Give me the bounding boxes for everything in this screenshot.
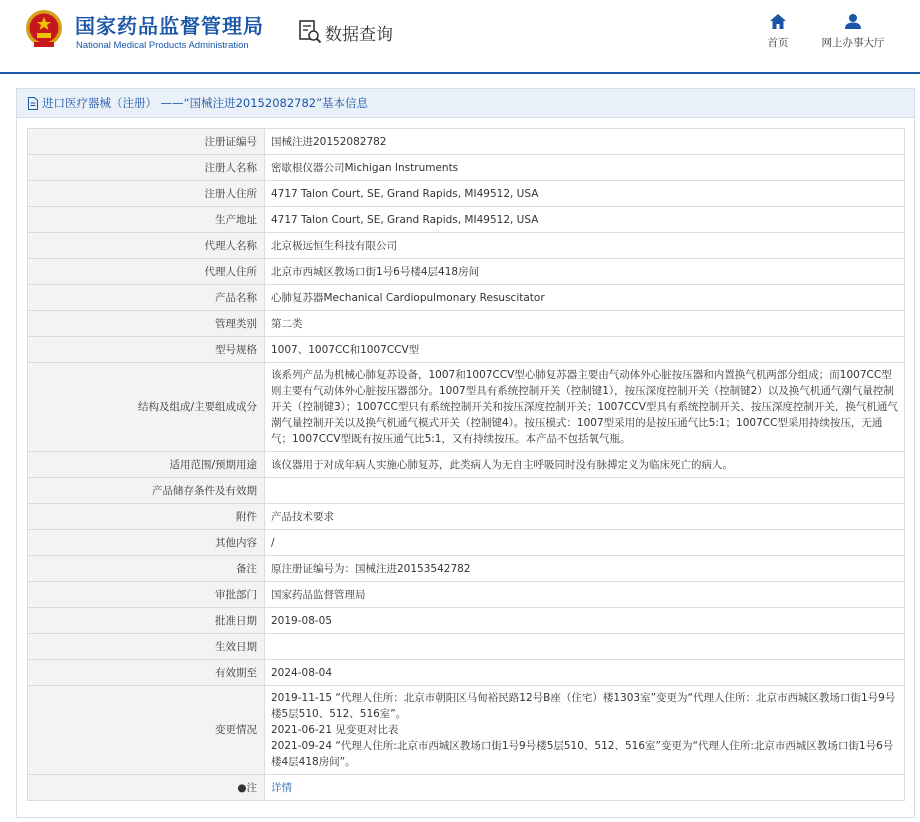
row-key: 结构及组成/主要组成成分 — [28, 363, 265, 452]
table-row — [28, 285, 905, 311]
row-key: 代理人住所 — [28, 259, 265, 285]
row-value: / — [265, 530, 905, 556]
panel-title-bar — [17, 89, 914, 118]
table-row — [28, 556, 905, 582]
table-row — [28, 634, 905, 660]
row-value: 心肺复苏器Mechanical Cardiopulmonary Resuscitator — [265, 285, 905, 311]
row-value: 2024-08-04 — [265, 660, 905, 686]
table-row — [28, 452, 905, 478]
row-key: 附件 — [28, 504, 265, 530]
row-key: 生产地址 — [28, 207, 265, 233]
nav-home-label: 首页 — [767, 37, 789, 49]
row-key: 注册证编号 — [28, 129, 265, 155]
row-value — [265, 634, 905, 660]
row-key: 审批部门 — [28, 582, 265, 608]
panel-title: 进口医疗器械（注册） ——“国械注进20152082782”基本信息 — [42, 96, 369, 110]
table-row — [28, 129, 905, 155]
row-key: ●注 — [28, 775, 265, 801]
row-value: 该仪器用于对成年病人实施心肺复苏，此类病人为无自主呼吸同时没有脉搏定义为临床死亡的病人。 — [265, 452, 905, 478]
data-query-label: 数据查询 — [325, 24, 393, 45]
row-key: 注册人住所 — [28, 181, 265, 207]
row-key: 产品名称 — [28, 285, 265, 311]
row-key: 适用范围/预期用途 — [28, 452, 265, 478]
row-key: 其他内容 — [28, 530, 265, 556]
data-query-link[interactable] — [298, 18, 393, 46]
table-row — [28, 207, 905, 233]
row-value: 原注册证编号为：国械注进20153542782 — [265, 556, 905, 582]
row-key: 产品储存条件及有效期 — [28, 478, 265, 504]
note-row — [28, 775, 905, 801]
change-history-value — [265, 686, 905, 775]
row-value — [265, 478, 905, 504]
row-key: 批准日期 — [28, 608, 265, 634]
table-row — [28, 363, 905, 452]
row-key: 管理类别 — [28, 311, 265, 337]
nav-home[interactable] — [758, 14, 798, 50]
row-key: 生效日期 — [28, 634, 265, 660]
registration-info-table — [27, 128, 905, 801]
row-value: 4717 Talon Court, SE, Grand Rapids, MI49512, USA — [265, 207, 905, 233]
row-value: 4717 Talon Court, SE, Grand Rapids, MI49512, USA — [265, 181, 905, 207]
change-line: 2021-09-24 “代理人住所:北京市西城区教场口街1号9号楼5层510、512、516室”变更为“代理人住所:北京市西城区教场口街1号6号楼4层418房间”。 — [271, 740, 894, 768]
change-line: 2021-06-21 见变更对比表 — [271, 724, 399, 736]
row-key: 注册人名称 — [28, 155, 265, 181]
brand-title-cn: 国家药品监督管理局 — [75, 14, 264, 38]
table-row — [28, 233, 905, 259]
document-search-icon — [298, 19, 322, 45]
site-header — [0, 0, 920, 74]
table-row — [28, 155, 905, 181]
table-row — [28, 582, 905, 608]
row-value: 国家药品监督管理局 — [265, 582, 905, 608]
brand-title-en: National Medical Products Administration — [76, 40, 249, 51]
nav-online-service-hall-label: 网上办事大厅 — [821, 37, 885, 49]
row-value: 该系列产品为机械心肺复苏设备，1007和1007CCV型心肺复苏器主要由气动体外心脏按压器和内置换气机两部分组成；而1007CC型则主要有气动体外心脏按压器部分。1007型具有系统控制开关（控制键1），按压深度控制开关（控制键2）以及换气机通气潮气量控制开关（控制键3）；1007CC型只有系统控制开关和按压深度控制开关；1007CCV型具有系统控制开关、按压深度控制开关，换气机通气潮气量控制开关以及换气机通气模式开关（控制键4）。按压模式：1007型采用的是按压通气比5:1；1007CC型采用持续按压，无通气；1007CCV型既有按压通气比5:1，又有持续按压。本产品不包括氧气瓶。 — [265, 363, 905, 452]
table-row — [28, 660, 905, 686]
document-icon — [27, 97, 39, 110]
row-value: 产品技术要求 — [265, 504, 905, 530]
table-row — [28, 337, 905, 363]
details-link[interactable]: 详情 — [271, 781, 292, 794]
table-row — [28, 530, 905, 556]
nav-online-service-hall[interactable] — [817, 14, 889, 50]
row-value: 1007、1007CC和1007CCV型 — [265, 337, 905, 363]
user-icon — [845, 14, 861, 29]
row-value: 第二类 — [265, 311, 905, 337]
change-line: 2019-11-15 “代理人住所：北京市朝阳区马甸裕民路12号B座（住宅）楼1303室”变更为“代理人住所：北京市西城区教场口街1号9号楼5层510、512、516室”。 — [271, 692, 896, 720]
row-value: 2019-08-05 — [265, 608, 905, 634]
row-key: 备注 — [28, 556, 265, 582]
row-value: 密歇根仪器公司Michigan Instruments — [265, 155, 905, 181]
table-row — [28, 608, 905, 634]
detail-panel — [16, 88, 915, 818]
table-row — [28, 259, 905, 285]
table-row — [28, 311, 905, 337]
row-key: 型号规格 — [28, 337, 265, 363]
row-value — [265, 775, 905, 801]
national-emblem-icon — [24, 9, 64, 49]
change-history-row — [28, 686, 905, 775]
row-key: 代理人名称 — [28, 233, 265, 259]
table-row — [28, 504, 905, 530]
table-row — [28, 478, 905, 504]
row-key: 有效期至 — [28, 660, 265, 686]
row-key: 变更情况 — [28, 686, 265, 775]
row-value: 北京极远恒生科技有限公司 — [265, 233, 905, 259]
home-icon — [770, 14, 786, 29]
row-value: 国械注进20152082782 — [265, 129, 905, 155]
table-row — [28, 181, 905, 207]
row-value: 北京市西城区教场口街1号6号楼4层418房间 — [265, 259, 905, 285]
